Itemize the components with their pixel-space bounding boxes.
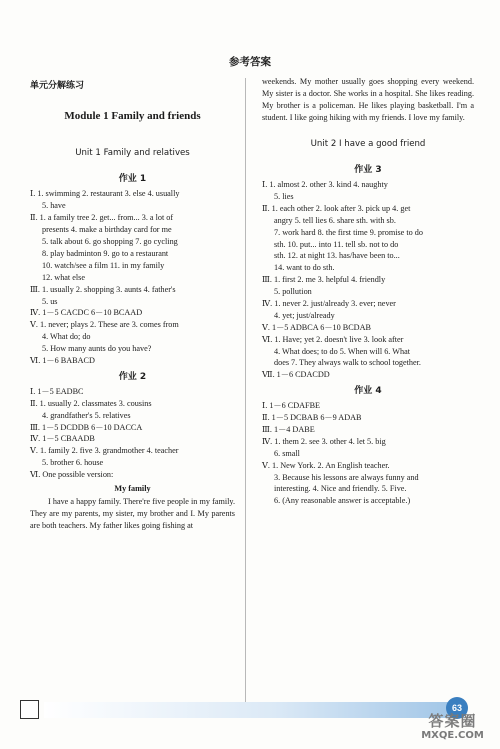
answer-line: 4. What do; do — [42, 332, 91, 342]
answer-line: Ⅳ. 1－5 CBAADB — [30, 434, 95, 444]
homework-2-answers — [30, 386, 235, 481]
answer-line: angry 5. tell lies 6. share sth. with sb. — [274, 215, 396, 225]
answer-line: 7. work hard 8. the first time 9. promise to do — [274, 227, 423, 237]
answer-line: Ⅰ. 1. almost 2. other 3. kind 4. naughty — [262, 180, 388, 190]
page-number: 63 — [446, 697, 468, 719]
homework-4-title: 作业 4 — [354, 386, 382, 397]
answer-line: 8. play badminton 9. go to a restaurant — [42, 248, 169, 258]
module-title: Module 1 Family and friends — [64, 110, 201, 123]
answer-line: Ⅳ. 1. them 2. see 3. other 4. let 5. big — [262, 436, 386, 446]
answer-line: presents 4. make a birthday card for me — [42, 225, 172, 235]
answer-line: 5. lies — [274, 191, 294, 201]
answer-line: Ⅴ. 1. New York. 2. An English teacher. — [262, 460, 390, 470]
answer-line: Ⅲ. 1－4 DABE — [262, 425, 315, 435]
answer-line: 3. Because his lessons are always funny and — [274, 472, 419, 482]
answer-line: 5. talk about 6. go shopping 7. go cycling — [42, 237, 178, 247]
unit-2-title: Unit 2 I have a good friend — [310, 138, 426, 149]
answer-line: 4. grandfather's 5. relatives — [42, 410, 131, 420]
section-title: 单元分解练习 — [30, 81, 85, 91]
answer-line: 4. What does; to do 5. When will 6. What — [274, 346, 410, 356]
unit-1-title: Unit 1 Family and relatives — [75, 147, 190, 158]
essay-title: My family — [114, 484, 151, 494]
answer-line: does 7. They always walk to school together. — [274, 358, 421, 368]
homework-1-title: 作业 1 — [118, 174, 147, 185]
answer-line: 5. How many aunts do you have? — [42, 344, 152, 354]
answer-line: Ⅰ. 1－5 EADBC — [30, 386, 84, 396]
footer-box — [20, 700, 39, 719]
answer-line: Ⅲ. 1. first 2. me 3. helpful 4. friendly — [262, 275, 386, 285]
answer-line: Ⅲ. 1. usually 2. shopping 3. aunts 4. father's — [30, 284, 176, 294]
homework-4-answers — [262, 400, 474, 507]
answer-line: 6. small — [274, 448, 300, 458]
answer-line: Ⅳ. 1. never 2. just/already 3. ever; never — [262, 298, 396, 308]
answer-line: Ⅶ. 1－6 CDACDD — [262, 370, 330, 380]
answer-line: sth. 12. at night 13. has/have been to... — [274, 251, 400, 261]
answer-line: Ⅴ. 1. family 2. five 3. grandmother 4. teacher — [30, 446, 179, 456]
answer-line: 12. what else — [42, 272, 85, 282]
answer-line: 5. brother 6. house — [42, 458, 104, 468]
answer-line: 5. us — [42, 296, 58, 306]
answer-line: Ⅱ. 1－5 DCBAB 6－9 ADAB — [262, 413, 362, 423]
footer-band — [44, 702, 464, 718]
answer-line: Ⅴ. 1. never; plays 2. These are 3. comes from — [30, 320, 179, 330]
answer-line: Ⅵ. 1－6 BABACD — [30, 355, 95, 365]
answer-line: Ⅴ. 1－5 ADBCA 6－10 BCDAB — [262, 322, 371, 332]
answer-line: Ⅵ. One possible version: — [30, 470, 114, 480]
answer-line: Ⅰ. 1－6 CDAFBE — [262, 401, 321, 411]
answer-line: sth. 10. put... into 11. tell sb. not to do — [274, 239, 399, 249]
left-column — [30, 80, 235, 532]
homework-2-title: 作业 2 — [118, 371, 147, 382]
answer-line: 5. pollution — [274, 287, 312, 297]
page-title: 参考答案 — [229, 56, 271, 68]
essay-continued: weekends. My mother usually goes shopping every weekend. My sister is a doctor. She works in a hospital. She likes reading. My brother is a policeman. He likes playing basketball. I'm a student. I like going hiking with my friends. I love my family. — [262, 77, 474, 122]
answer-line: 10. watch/see a film 11. in my family — [42, 260, 165, 270]
homework-1-answers — [30, 188, 235, 366]
homework-3-title: 作业 3 — [354, 165, 382, 176]
homework-3-answers — [262, 179, 474, 381]
answer-line: 4. yet; just/already — [274, 310, 335, 320]
answer-line: 6. (Any reasonable answer is acceptable.) — [274, 496, 411, 506]
essay-paragraph: I have a happy family. There're five people in my family. They are my parents, my sister, my brother and I. My parents are both teachers. My father likes going fishing at — [30, 496, 235, 530]
watermark-logo — [410, 712, 495, 746]
answer-line: 5. have — [42, 201, 66, 211]
answer-line: Ⅰ. 1. swimming 2. restaurant 3. else 4. usually — [30, 189, 180, 199]
answer-line: Ⅲ. 1－5 DCDDB 6－10 DACCA — [30, 422, 143, 432]
answer-line: Ⅱ. 1. a family tree 2. get... from... 3. a lot of — [30, 213, 174, 223]
answer-line: Ⅱ. 1. usually 2. classmates 3. cousins — [30, 398, 152, 408]
answer-line: interesting. 4. Nice and friendly. 5. Five. — [274, 484, 407, 494]
answer-line: 14. want to do sth. — [274, 263, 335, 273]
answer-line: Ⅳ. 1－5 CACDC 6－10 BCAAD — [30, 308, 143, 318]
answer-line: Ⅱ. 1. each other 2. look after 3. pick up 4. get — [262, 203, 411, 213]
watermark-main: 答案圈 — [428, 712, 477, 730]
right-column — [262, 76, 474, 507]
watermark-sub: MXQE.COM — [421, 730, 484, 741]
column-divider — [245, 78, 246, 708]
answer-line: Ⅵ. 1. Have; yet 2. doesn't live 3. look after — [262, 334, 404, 344]
